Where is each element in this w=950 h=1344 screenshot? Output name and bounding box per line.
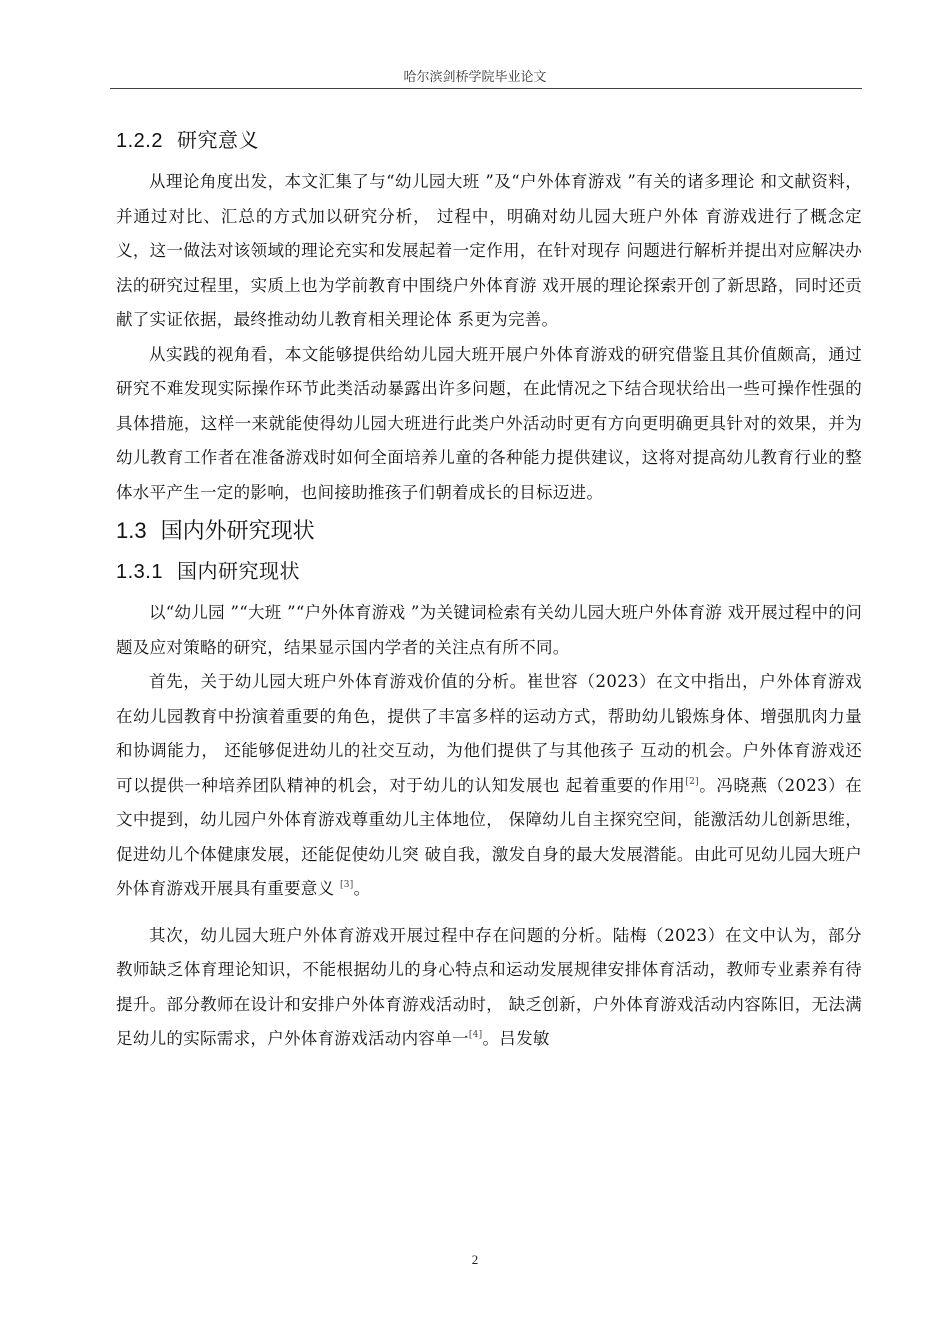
- paragraph-text: 首先，关于幼儿园大班户外体育游戏价值的分析。崔世容（2023）在文中指出，户外体育游戏在幼儿园教育中扮演着重要的角色，提供了丰富多样的运动方式，帮助幼儿锻炼身体、增强肌肉力量和协调能力， 还能够促进幼儿的社交互动，为他们提供了与其他孩子 互动的机会。户外体育游戏还可以提供一种培养团队精神的机会，对于幼儿的认知发展也 起着重要的作用: [116, 672, 862, 795]
- section-title: 国内外研究现状: [160, 519, 315, 544]
- paragraph-value-analysis: [116, 665, 862, 907]
- paragraph-practice: 从实践的视角看，本文能够提供给幼儿园大班开展户外体育游戏的研究借鉴且其价值颇高，通过研究不难发现实际操作环节此类活动暴露出许多问题，在此情况之下结合现状给出一些可操作性强的具体措施，这样一来就能使得幼儿园大班进行此类户外活动时更有方向更明确更具针对的效果，并为幼儿教育工作者在准备游戏时如何全面培养儿童的各种能力提供建议，这将对提高幼儿教育行业的整体水平产生一定的影响，也间接助推孩子们朝着成长的目标迈进。: [116, 344, 862, 502]
- page-body: [116, 124, 862, 1057]
- paragraph-theory: 从理论角度出发，本文汇集了与“幼儿园大班 ”及“户外体育游戏 ”有关的诸多理论 和文献资料，并通过对比、汇总的方式加以研究分析， 过程中，明确对幼儿园大班户外体 育游戏进行了概念定义，这一做法对该领域的理论充实和发展起着一定作用，在针对现存 问题进行解析并提出对应解决办法的研究过程里，实质上也为学前教育中围绕户外体育游 戏开展的理论探索开创了新思路，同时还贡献了实证依据，最终推动幼儿教育相关理论体 系更为完善。: [116, 172, 862, 329]
- section-number: 1.3: [116, 518, 147, 543]
- section-number: 1.3.1: [116, 561, 163, 583]
- section-heading-1-3: [116, 514, 862, 545]
- section-heading-1-2-2: [116, 124, 862, 153]
- running-header: 哈尔滨剑桥学院毕业论文: [403, 70, 547, 85]
- section-title: 研究意义: [176, 128, 259, 152]
- citation-ref: [2]: [685, 776, 699, 787]
- paragraph-keywords: 以“幼儿园 ”“大班 ”“户外体育游戏 ”为关键词检索有关幼儿园大班户外体育游 戏开展过程中的问题及应对策略的研究，结果显示国内学者的关注点有所不同。: [116, 603, 862, 657]
- paragraph-text: 。冯晓燕（2023）在文中提到，幼儿园户外体育游戏尊重幼儿主体地位， 保障幼儿自主探究空间，能激活幼儿创新思维，促进幼儿个体健康发展，还能促使幼儿突 破自我，激发自身的最大发展潜能。由此可见幼儿园大班户外体育游戏开展具有重要意义: [116, 775, 862, 898]
- section-number: 1.2.2: [116, 130, 163, 152]
- citation-ref: [3]: [339, 880, 354, 890]
- paragraph-text: 。吕发敏: [482, 1029, 550, 1048]
- header-divider: [110, 88, 862, 89]
- paragraph-text: 。: [353, 879, 371, 898]
- paragraph-text: 其次，幼儿园大班户外体育游戏开展过程中存在问题的分析。陆梅（2023）在文中认为，部分教师缺乏体育理论知识，不能根据幼儿的身心特点和运动发展规律安排体育活动，教师专业素养有待提升。部分教师在设计和安排户外体育游戏活动时， 缺乏创新，户外体育游戏活动内容陈旧，无法满足幼儿的实际需求，户外体育游戏活动内容单一: [116, 925, 862, 1048]
- section-title: 国内研究现状: [176, 559, 300, 583]
- citation-ref: [4]: [468, 1030, 483, 1040]
- page-number: 2: [471, 1252, 479, 1267]
- section-heading-1-3-1: [116, 555, 862, 584]
- paragraph-problem-analysis: [116, 919, 862, 1057]
